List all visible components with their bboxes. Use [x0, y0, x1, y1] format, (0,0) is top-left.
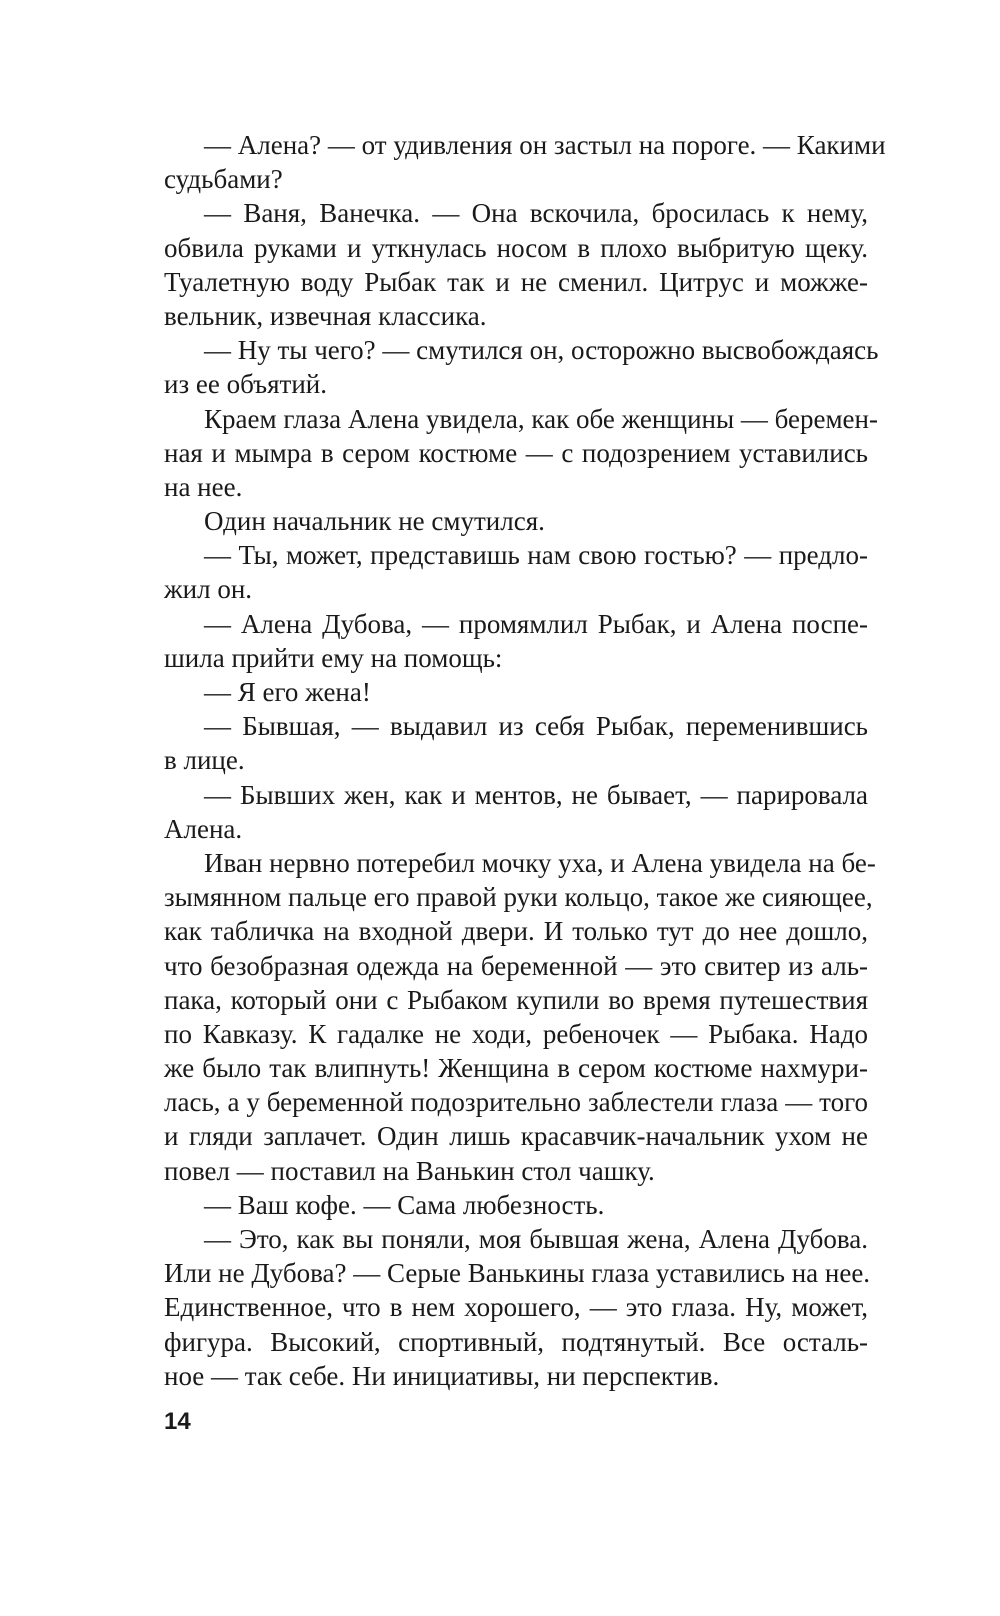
text-line: повел — поставил на Ванькин стол чашку.	[164, 1155, 655, 1186]
text-line: Краем глаза Алена увидела, как обе женщины — беремен-	[204, 403, 878, 434]
book-page-text	[164, 128, 886, 1393]
text-line: ная и мымра в сером костюме — с подозрением уставились	[164, 437, 868, 468]
text-line: — Я его жена!	[204, 677, 371, 707]
text-line: ное — так себе. Ни инициативы, ни перспектив.	[164, 1360, 720, 1391]
text-line: — Алена? — от удивления он застыл на пороге. — Какими	[204, 130, 886, 160]
text-line: вельник, извечная классика.	[164, 300, 487, 331]
text-line: — Ваня, Ванечка. — Она вскочила, бросилась к нему,	[204, 198, 868, 229]
text-line: — Алена Дубова, — промямлил Рыбак, и Алена поспе-	[204, 608, 868, 639]
text-line: как табличка на входной двери. И только тут до нее дошло,	[164, 916, 868, 947]
text-line: на нее.	[164, 471, 243, 502]
text-line: Иван нервно потеребил мочку уха, и Алена увидела на бе-	[204, 847, 876, 878]
text-line: же было так влипнуть! Женщина в сером костюме нахмури-	[164, 1053, 868, 1084]
text-line: Или не Дубова? — Серые Ванькины глаза уставились на нее.	[164, 1258, 871, 1289]
text-line: судьбами?	[164, 164, 283, 195]
text-line: Алена.	[164, 813, 243, 844]
text-line: — Ну ты чего? — смутился он, осторожно высвобождаясь	[204, 335, 879, 366]
text-line: — Бывших жен, как и ментов, не бывает, — парировала	[204, 779, 868, 810]
text-line: — Это, как вы поняли, моя бывшая жена, Алена Дубова.	[204, 1224, 868, 1254]
text-line: обвила руками и уткнулась носом в плохо выбритую щеку.	[164, 232, 868, 263]
text-line: лась, а у беременной подозрительно заблестели глаза — того	[164, 1087, 868, 1118]
text-line: — Ты, может, представишь нам свою гостью? — предло-	[204, 540, 868, 571]
page-number: 14	[164, 1408, 191, 1435]
text-line: жил он.	[164, 574, 253, 605]
text-line: в лице.	[164, 745, 245, 776]
text-line: из ее объятий.	[164, 369, 327, 400]
text-line: пака, который они с Рыбаком купили во время путешествия	[164, 984, 868, 1015]
text-line: зымянном пальце его правой руки кольцо, такое же сияющее,	[164, 882, 873, 913]
text-line: — Бывшая, — выдавил из себя Рыбак, переменившись	[204, 711, 868, 742]
text-line: шила прийти ему на помощь:	[164, 642, 503, 673]
text-line: Единственное, что в нем хорошего, — это глаза. Ну, может,	[164, 1292, 868, 1323]
text-line: фигура. Высокий, спортивный, подтянутый. Все осталь-	[164, 1326, 868, 1357]
text-line: и гляди заплачет. Один лишь красавчик-начальник ухом не	[164, 1121, 868, 1152]
text-line: что безобразная одежда на беременной — это свитер из аль-	[164, 950, 868, 981]
text-line: Один начальник не смутился.	[204, 506, 545, 537]
text-line: Туалетную воду Рыбак так и не сменил. Цитрус и можже-	[164, 266, 868, 297]
text-line: по Кавказу. К гадалке не ходи, ребеночек — Рыбака. Надо	[164, 1018, 868, 1049]
text-line: — Ваш кофе. — Сама любезность.	[204, 1189, 605, 1220]
